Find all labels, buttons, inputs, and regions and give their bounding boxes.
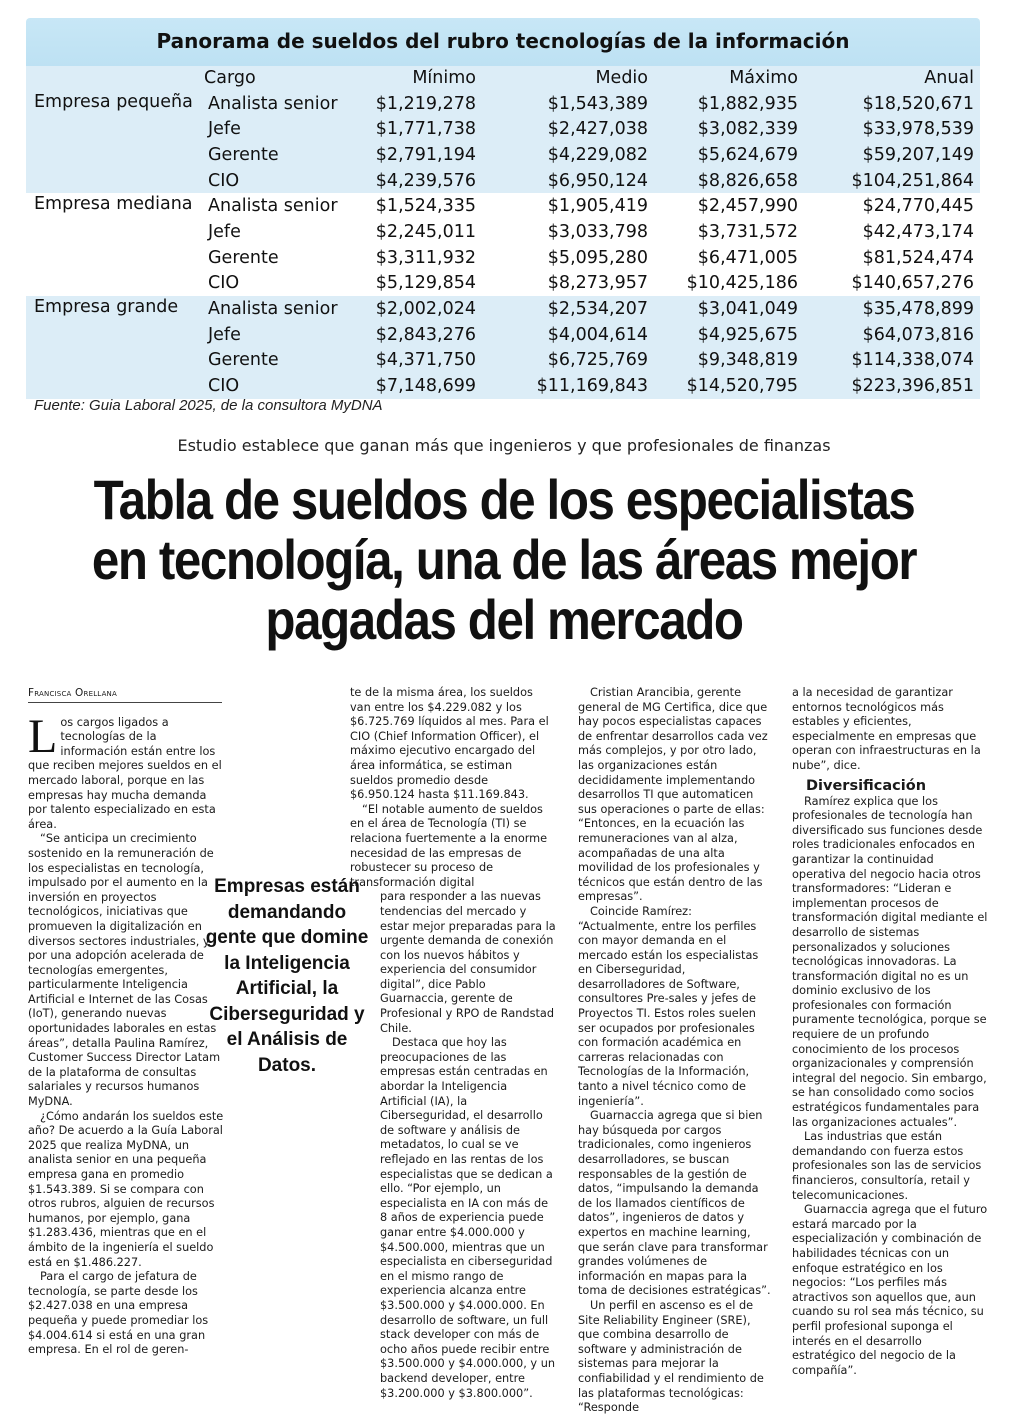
paragraph: Para el cargo de jefatura de tecnología, se parte desde los $2.427.038 en una empresa pequeña y puede promediar los $4.004.614 si está en una gran empresa. En el rol de geren- <box>28 1270 209 1357</box>
table-row <box>26 116 980 142</box>
cargo-cell: Analista senior <box>208 196 338 217</box>
company-size-spacer <box>26 271 202 297</box>
company-size-label: Empresa mediana <box>34 194 193 215</box>
anual-cell: $18,520,671 <box>862 93 974 114</box>
minimo-cell: $4,371,750 <box>375 350 476 371</box>
header-maximo: Máximo <box>729 68 798 89</box>
anual-cell: $104,251,864 <box>851 170 974 191</box>
header-anual: Anual <box>924 68 974 89</box>
salary-table <box>26 18 980 399</box>
table-row <box>26 142 980 168</box>
maximo-cell: $3,731,572 <box>697 221 798 242</box>
salary-grid <box>26 66 980 399</box>
maximo-cell: $5,624,679 <box>697 144 798 165</box>
company-size-spacer <box>26 168 202 194</box>
medio-cell: $5,095,280 <box>547 247 648 268</box>
anual-cell: $24,770,445 <box>862 196 974 217</box>
company-size-spacer <box>26 116 202 142</box>
anual-cell: $35,478,899 <box>862 299 974 320</box>
cargo-cell: Analista senior <box>208 93 338 114</box>
table-header-row <box>26 66 980 91</box>
paragraph: Coincide Ramírez: “Actualmente, entre los perfiles con mayor demanda en el mercado están los especialistas en Ciberseguridad, desarrolladores de Software, consultores Pre-sales y jefes de Proyectos TI. Estos roles suelen ser ocupados por profesionales con formación académica en carreras relacionadas con Tecnologías de la Información, tanto a nivel técnico como de ingeniería”. <box>578 904 759 1108</box>
paragraph: “Se anticipa un crecimiento sostenido en la remuneración de los especialistas en tecnología, impulsado por el aumento en la inversión en proyectos tecnológicos, iniciativas que promueven la digitalización en diversos sectores industriales, y por una adopción acelerada de tecnologías emergentes, particularmente Inteligencia Artificial e Internet de las Cosas (IoT), generando nuevas oportunidades laborales en estas áreas”, detalla Paulina Ramírez, Customer Success Director Latam de la plataforma de consultas salariales y recursos humanos MyDNA. <box>28 832 221 1109</box>
minimo-cell: $1,771,738 <box>375 119 476 140</box>
cargo-cell: Jefe <box>208 324 241 345</box>
table-row <box>26 322 980 348</box>
article-column-3 <box>578 686 774 1416</box>
maximo-cell: $4,925,675 <box>697 324 798 345</box>
anual-cell: $64,073,816 <box>862 324 974 345</box>
maximo-cell: $3,041,049 <box>697 299 798 320</box>
column-2-wrapped-text <box>350 890 556 1401</box>
anual-cell: $223,396,851 <box>851 376 974 397</box>
minimo-cell: $2,843,276 <box>375 324 476 345</box>
article-column-1 <box>28 686 224 1358</box>
maximo-cell: $9,348,819 <box>697 350 798 371</box>
minimo-cell: $1,219,278 <box>375 93 476 114</box>
header-minimo: Mínimo <box>412 68 476 89</box>
minimo-cell: $4,239,576 <box>375 170 476 191</box>
paragraph: para responder a las nuevas tendencias del mercado y estar mejor preparadas para la urgente demanda de conexión con los nuevos hábitos y experiencia del consumidor digital”, dice Pablo Guarnaccia, gerente de Profesional y RPO de Randstad Chile. <box>380 890 556 1035</box>
maximo-cell: $10,425,186 <box>686 273 798 294</box>
company-size-spacer <box>26 142 202 168</box>
article-kicker: Estudio establece que ganan más que ingenieros y que profesionales de finanzas <box>177 436 831 455</box>
paragraph: Cristian Arancibia, gerente general de MG Certifica, dice que hay pocos especialistas capaces de enfrentar desarrollos cada vez más complejos, y por otro lado, las organizaciones están decididamente implementando desarrollos TI que automaticen sus operaciones o parte de ellas: “Entonces, en la ecuación las remuneraciones van al alza, acompañadas de una alta movilidad de los profesionales y técnicos que están dentro de las empresas”. <box>578 686 768 904</box>
table-row <box>26 373 980 399</box>
company-size-spacer <box>26 348 202 374</box>
table-row <box>26 193 980 219</box>
table-row <box>26 219 980 245</box>
company-size-spacer <box>26 373 202 399</box>
cargo-cell: Gerente <box>208 144 279 165</box>
minimo-cell: $2,791,194 <box>375 144 476 165</box>
medio-cell: $4,004,614 <box>547 324 648 345</box>
maximo-cell: $2,457,990 <box>697 196 798 217</box>
cargo-cell: Gerente <box>208 350 279 371</box>
paragraph: ¿Cómo andarán los sueldos este año? De acuerdo a la Guía Laboral 2025 que realiza MyDNA, un analista senior en una pequeña empresa gana en promedio $1.543.389. Si se compara con otros rubros, alguien de recursos humanos, por ejemplo, gana $1.283.436, mientras que en el ámbito de la ingeniería el sueldo está en $1.486.227. <box>28 1109 224 1269</box>
minimo-cell: $3,311,932 <box>375 247 476 268</box>
header-medio: Medio <box>595 68 648 89</box>
paragraph: te de la misma área, los sueldos van entre los $4.229.082 y los $6.725.769 líquidos al mes. Para el CIO (Chief Information Officer), el máximo ejecutivo encargado del área informática, se estiman sueldos promedio desde $6.950.124 hasta $11.169.843. <box>350 686 549 802</box>
medio-cell: $1,905,419 <box>547 196 648 217</box>
cargo-cell: CIO <box>208 273 240 294</box>
table-row <box>26 296 980 322</box>
paragraph: a la necesidad de garantizar entornos tecnológicos más estables y eficientes, especialmente en empresas que operan con infraestructuras en la nube”, dice. <box>792 686 981 772</box>
cargo-cell: CIO <box>208 376 240 397</box>
minimo-cell: $1,524,335 <box>375 196 476 217</box>
anual-cell: $114,338,074 <box>851 350 974 371</box>
medio-cell: $6,725,769 <box>547 350 648 371</box>
maximo-cell: $14,520,795 <box>686 376 798 397</box>
table-body <box>26 91 980 399</box>
pull-quote: Empresas están demandando gente que domine la Inteligencia Artificial, la Ciberseguridad y el Análisis de Datos. <box>205 876 369 1076</box>
paragraph: “El notable aumento de sueldos en el área de Tecnología (TI) se relaciona fuertemente a la enorme necesidad de las empresas de robustecer su proceso de transformación digital <box>350 802 548 889</box>
medio-cell: $11,169,843 <box>536 376 648 397</box>
section-subheading: Diversificación <box>806 777 927 794</box>
anual-cell: $140,657,276 <box>851 273 974 294</box>
article-column-4 <box>792 686 988 1378</box>
minimo-cell: $5,129,854 <box>375 273 476 294</box>
paragraph: Guarnaccia agrega que si bien hay búsqueda por cargos tradicionales, como ingenieros desarrolladores, se buscan responsables de la gestión de datos, “impulsando la demanda de los llamados científicos de datos”, ingenieros de datos y expertos en machine learning, que serán clave para transformar grandes volúmenes de información en mapas para la toma de decisiones estratégicas”. <box>578 1109 771 1298</box>
anual-cell: $81,524,474 <box>862 247 974 268</box>
company-size-spacer <box>26 245 202 271</box>
paragraph: Destaca que hoy las preocupaciones de las empresas están centradas en abordar la Inteligencia Artificial (IA), la Ciberseguridad, el desarrollo de software y análisis de metadatos, lo cual se ve reflejado en las rentas de los especialistas que se dedican a ello. “Por ejemplo, un especialista en IA con más de 8 años de experiencia puede ganar entre $4.000.000 y $4.500.000, mientras que un especialista en ciberseguridad en el mismo rango de experiencia alcanza entre $3.500.000 y $4.000.000. En desarrollo de software, un full stack developer con más de ocho años puede recibir entre $3.500.000 y $4.000.000, y un backend developer, entre $3.200.000 y $3.800.000”. <box>380 1036 556 1400</box>
medio-cell: $2,534,207 <box>547 299 648 320</box>
table-row <box>26 271 980 297</box>
article-column-2 <box>350 686 556 1401</box>
paragraph: Un perfil en ascenso es el de Site Reliability Engineer (SRE), que combina desarrollo de software y administración de sistemas para mejorar la confiabilidad y el rendimiento de las plataformas tecnológicas: “Responde <box>578 1298 764 1415</box>
cargo-cell: CIO <box>208 170 240 191</box>
company-size-spacer <box>26 322 202 348</box>
cargo-cell: Jefe <box>208 119 241 140</box>
paragraph: Ramírez explica que los profesionales de tecnología han diversificado sus funciones desde roles tradicionales enfocados en garantizar la continuidad operativa del negocio hacia otros transformadores: “Lideran e implementan procesos de transformación digital mediante el desarrollo de sistemas personalizados y soluciones tecnológicas innovadoras. La transformación digital no es un dominio exclusivo de los profesionales con formación puramente tecnológica, porque se requiere de un profundo conocimiento de los procesos organizacionales y comprensión integral del negocio. Sin embargo, se han consolidado como socios estratégicos fundamentales para las organizaciones actuales”. <box>792 794 988 1129</box>
company-size-label: Empresa grande <box>34 297 179 318</box>
header-cargo: Cargo <box>204 68 256 89</box>
minimo-cell: $2,002,024 <box>375 299 476 320</box>
table-row <box>26 348 980 374</box>
minimo-cell: $2,245,011 <box>375 221 476 242</box>
paragraph: Guarnaccia agrega que el futuro estará marcado por la especialización y combinación de habilidades técnicas con un enfoque estratégico en los negocios: “Los perfiles más atractivos son aquellos que, aun cuando su rol sea más técnico, su perfil profesional suponga el interés en el desarrollo estratégico del negocio de la compañía”. <box>792 1203 988 1377</box>
maximo-cell: $6,471,005 <box>697 247 798 268</box>
cargo-cell: Analista senior <box>208 299 338 320</box>
medio-cell: $4,229,082 <box>547 144 648 165</box>
cargo-cell: Jefe <box>208 221 241 242</box>
maximo-cell: $1,882,935 <box>697 93 798 114</box>
table-title: Panorama de sueldos del rubro tecnologías de la información <box>26 18 980 66</box>
maximo-cell: $8,826,658 <box>697 170 798 191</box>
anual-cell: $59,207,149 <box>862 144 974 165</box>
drop-cap: L <box>28 709 58 763</box>
medio-cell: $2,427,038 <box>547 119 648 140</box>
medio-cell: $8,273,957 <box>547 273 648 294</box>
anual-cell: $33,978,539 <box>862 119 974 140</box>
medio-cell: $1,543,389 <box>547 93 648 114</box>
table-row <box>26 245 980 271</box>
company-size-label: Empresa pequeña <box>34 91 193 112</box>
table-row <box>26 168 980 194</box>
table-row <box>26 91 980 117</box>
table-source: Fuente: Guia Laboral 2025, de la consultora MyDNA <box>34 397 383 414</box>
medio-cell: $3,033,798 <box>547 221 648 242</box>
byline: Francisca Orellana <box>28 686 222 703</box>
maximo-cell: $3,082,339 <box>697 119 798 140</box>
paragraph: Los cargos ligados a tecnologías de la información están entre los que reciben mejores sueldos en el mercado laboral, porque en las empresas hay mucha demanda por talento especializado en esta área. <box>28 709 222 831</box>
article-headline: Tabla de sueldos de los especialistas en tecnología, una de las áreas mejor pagadas del mercado <box>91 468 917 651</box>
paragraph: Las industrias que están demandando con fuerza estos profesionales son las de servicios financieros, consultoría, retail y telecomunicaciones. <box>792 1130 982 1202</box>
cargo-cell: Gerente <box>208 247 279 268</box>
medio-cell: $6,950,124 <box>547 170 648 191</box>
minimo-cell: $7,148,699 <box>375 376 476 397</box>
header-blank <box>26 66 202 91</box>
anual-cell: $42,473,174 <box>862 221 974 242</box>
company-size-spacer <box>26 219 202 245</box>
